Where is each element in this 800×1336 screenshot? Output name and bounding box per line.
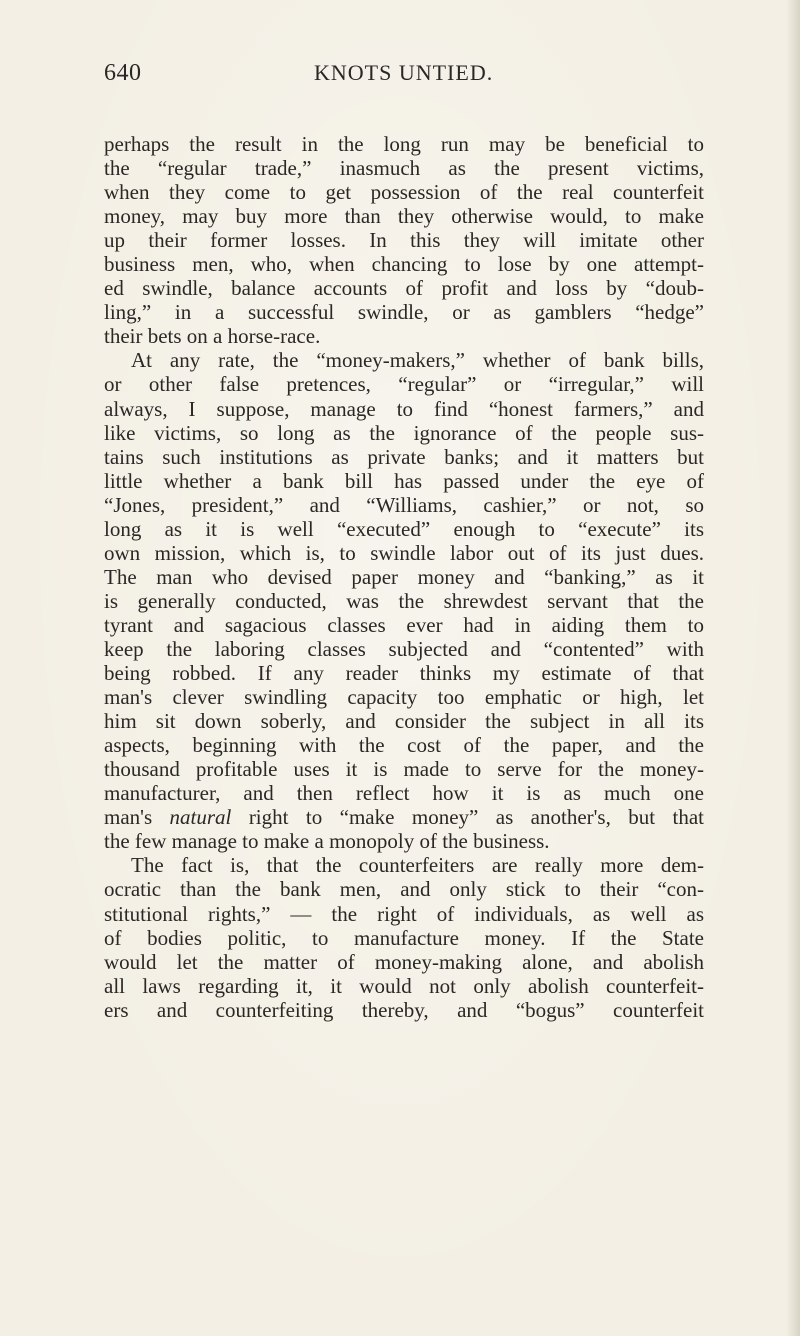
text-line: thousand profitable uses it is made to serve for the money- <box>104 757 704 782</box>
text-line: keep the laboring classes subjected and “contented” with <box>104 636 704 661</box>
text-line: At any rate, the “money-makers,” whether of bank bills, <box>131 348 704 373</box>
text-line: own mission, which is, to swindle labor out of its just dues. <box>104 540 704 565</box>
text-line: all laws regarding it, it would not only abolish counterfeit- <box>104 973 704 998</box>
text-line: of bodies politic, to manufacture money. If the State <box>104 925 704 950</box>
text-line: or other false pretences, “regular” or “irregular,” will <box>104 372 704 397</box>
text-line-mixed <box>104 805 704 829</box>
text-line: The man who devised paper money and “banking,” as it <box>104 564 704 589</box>
text-line: stitutional rights,” — the right of individuals, as well as <box>104 901 704 926</box>
line-lead: man's <box>104 805 153 830</box>
text-line: like victims, so long as the ignorance of the people sus- <box>104 420 704 445</box>
text-line: long as it is well “executed” enough to “execute” its <box>104 516 704 541</box>
text-line: tains such institutions as private banks; and it matters but <box>104 444 704 469</box>
text-line: ed swindle, balance accounts of profit and loss by “doub- <box>104 276 704 301</box>
text-line: ocratic than the bank men, and only stick to their “con- <box>104 877 704 902</box>
running-head <box>104 60 704 90</box>
body-text <box>104 132 704 1022</box>
text-line: ling,” in a successful swindle, or as gamblers “hedge” <box>104 300 704 325</box>
text-line: when they come to get possession of the real counterfeit <box>104 180 704 205</box>
text-line: The fact is, that the counterfeiters are really more dem- <box>131 853 704 878</box>
text-line: ers and counterfeiting thereby, and “bogus” counterfeit <box>104 997 704 1022</box>
text-line: the “regular trade,” inasmuch as the present victims, <box>104 156 704 181</box>
text-line: tyrant and sagacious classes ever had in aiding them to <box>104 612 704 637</box>
text-line: manufacturer, and then reflect how it is as much one <box>104 781 704 806</box>
text-line: him sit down soberly, and consider the subject in all its <box>104 709 704 734</box>
text-line: always, I suppose, manage to find “honest farmers,” and <box>104 396 704 421</box>
page-number: 640 <box>104 60 142 86</box>
text-line: would let the matter of money-making alone, and abolish <box>104 949 704 974</box>
italic-word: natural <box>169 805 232 830</box>
text-line: up their former losses. In this they will imitate other <box>104 228 704 253</box>
text-line: aspects, beginning with the cost of the paper, and the <box>104 733 704 758</box>
text-line: man's clever swindling capacity too emphatic or high, let <box>104 685 704 710</box>
text-line: little whether a bank bill has passed under the eye of <box>104 468 704 493</box>
text-line: perhaps the result in the long run may be beneficial to <box>104 132 704 156</box>
line-rest: right to “make money” as another's, but that <box>248 805 704 830</box>
text-line: being robbed. If any reader thinks my estimate of that <box>104 661 704 686</box>
text-line: the few manage to make a monopoly of the business. <box>104 829 550 854</box>
text-line: is generally conducted, was the shrewdest servant that the <box>104 588 704 613</box>
text-line: their bets on a horse-race. <box>104 324 321 349</box>
text-line: money, may buy more than they otherwise would, to make <box>104 204 704 229</box>
text-line: “Jones, president,” and “Williams, cashier,” or not, so <box>104 492 704 517</box>
text-line: business men, who, when chancing to lose by one attempt- <box>104 252 704 277</box>
page-edge-shadow <box>786 0 800 1336</box>
running-title: KNOTS UNTIED. <box>314 60 494 85</box>
